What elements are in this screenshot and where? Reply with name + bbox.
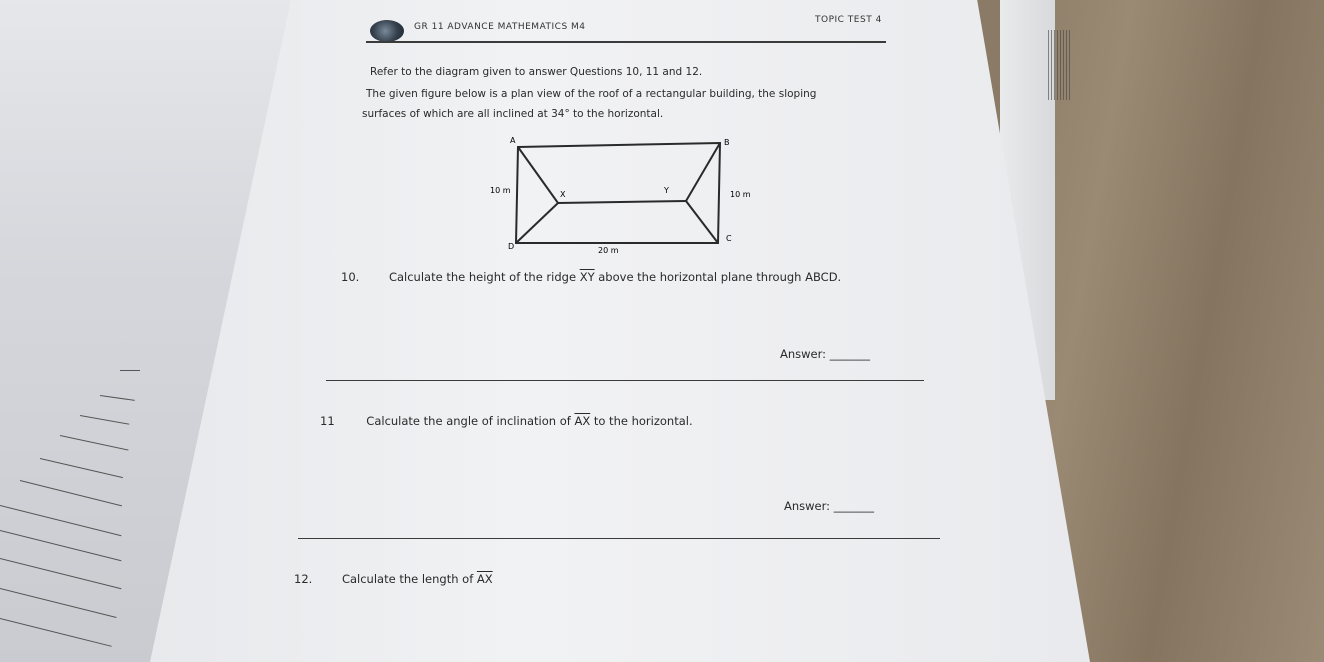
document-title: GR 11 ADVANCE MATHEMATICS M4 [414,22,586,32]
answer-label: Answer: [780,347,827,361]
question-12 [294,572,493,586]
question-text: Calculate the angle of inclination of [366,414,575,428]
separator-rule [326,380,924,381]
answer-blank[interactable]: _______ [829,347,870,361]
ridge-xy [558,201,686,203]
rectangle-abcd [516,143,720,243]
left-dimension: 10 m [490,186,511,195]
segment-ax: $\overline{AX}$ [574,414,591,428]
vertex-a: A [510,136,516,145]
header-rule [366,41,886,43]
refer-instruction: Refer to the diagram given to answer Questions 10, 11 and 12. [370,66,703,78]
question-text-end: to the horizontal. [590,414,693,428]
vertex-c: C [726,234,732,243]
barcode-stamp [1048,30,1072,100]
intro-line-2: surfaces of which are all inclined at 34° to the horizontal. [362,108,664,120]
intro-line-1: The given figure below is a plan view of the roof of a rectangular building, the sloping [366,88,817,100]
question-number: 11 [320,414,335,428]
bottom-dimension: 20 m [598,246,619,255]
answer-10[interactable] [780,347,870,361]
question-number: 10. [341,270,360,284]
school-logo-icon [370,20,404,42]
question-text: Calculate the height of the ridge [388,270,580,284]
left-hip-lines [516,147,558,243]
right-hip-lines [686,143,720,243]
question-number: 12. [294,572,313,586]
separator-rule [298,538,940,539]
point-y: Y [664,186,669,195]
question-11 [320,414,693,428]
segment-ax: $\overline{AX}$ [476,572,493,586]
answer-label: Answer: [784,499,831,513]
question-text: Calculate the length of [341,572,477,586]
question-10 [341,270,841,284]
answer-11[interactable] [784,499,874,513]
topic-label: TOPIC TEST 4 [815,15,882,25]
answer-blank[interactable]: _______ [833,499,874,513]
segment-xy: $\overline{XY}$ [579,270,595,284]
right-dimension: 10 m [730,190,751,199]
roof-plan-diagram [480,135,770,260]
vertex-b: B [724,138,730,147]
vertex-d: D [508,242,515,251]
point-x: X [560,190,566,199]
question-text-end: above the horizontal plane through ABCD. [594,270,842,284]
